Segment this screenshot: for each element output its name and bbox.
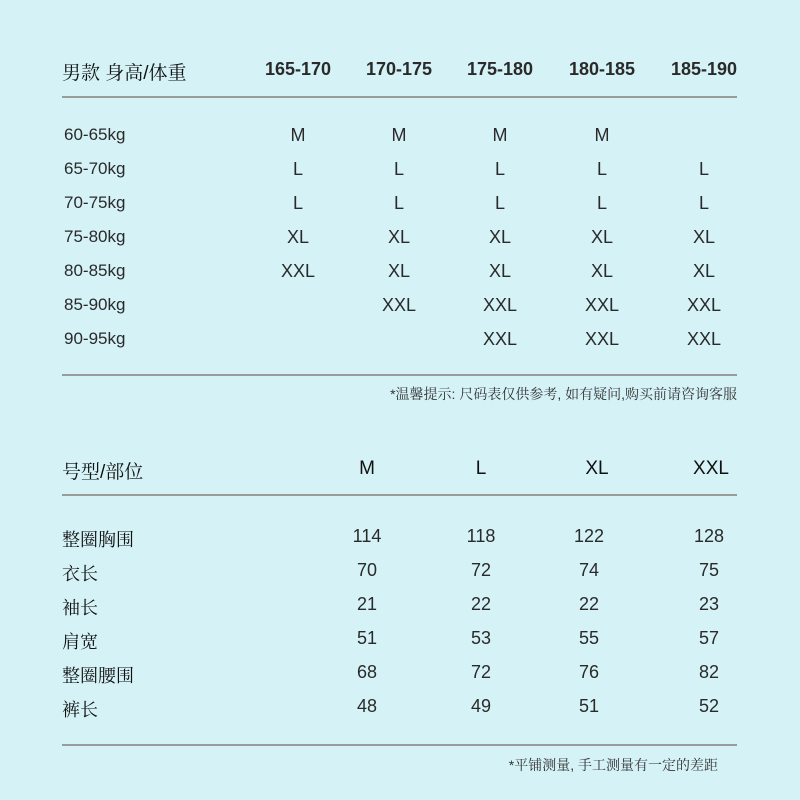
header-divider (62, 96, 737, 98)
weight-row-label: 60-65kg (64, 125, 126, 144)
measurement-row-label: 肩宽 (62, 632, 98, 652)
size-cell: XXL (381, 295, 417, 315)
weight-row-label: 75-80kg (64, 227, 126, 246)
size-cell: XL (387, 227, 411, 247)
measurement-cell: 76 (578, 662, 600, 682)
measurement-cell: 21 (356, 594, 378, 614)
size-cell: L (393, 159, 404, 179)
measurement-cell: 118 (466, 526, 496, 546)
measurement-cell: 122 (573, 526, 605, 546)
height-column-header: 175-180 (466, 59, 534, 79)
size-cell: XXL (584, 295, 620, 315)
measurement-cell: 51 (356, 628, 378, 648)
table2-note: *平铺测量, 手工测量有一定的差距 (508, 757, 718, 773)
weight-row-label: 90-95kg (64, 329, 126, 348)
height-column-header: 170-175 (365, 59, 433, 79)
table1-bottom-divider (62, 374, 737, 376)
measurement-cell: 22 (578, 594, 600, 614)
size-cell: XL (387, 261, 411, 281)
measurement-row-label: 袖长 (62, 598, 98, 618)
size-cell: L (292, 193, 303, 213)
size-cell: L (494, 193, 505, 213)
size-cell: XL (590, 227, 614, 247)
size-cell: L (494, 159, 505, 179)
size-cell: XXL (280, 261, 316, 281)
measurement-row-label: 裤长 (62, 700, 98, 720)
size-column-header: XXL (693, 458, 729, 479)
size-column-header: XL (585, 458, 609, 479)
size-cell: XL (286, 227, 310, 247)
measurement-cell: 51 (578, 696, 600, 716)
measurement-cell: 70 (356, 560, 378, 580)
size-cell: L (393, 193, 404, 213)
measurement-cell: 75 (698, 560, 720, 580)
measurement-row-label: 衣长 (62, 564, 98, 584)
measurement-cell: 22 (470, 594, 492, 614)
measurement-cell: 57 (698, 628, 720, 648)
table2-corner-label: 号型/部位 (62, 462, 144, 483)
weight-row-label: 65-70kg (64, 159, 126, 178)
size-cell: XL (692, 261, 716, 281)
height-column-header: 185-190 (670, 59, 738, 79)
size-column-header: M (359, 458, 375, 479)
table1-corner-label: 男款 身高/体重 (62, 63, 187, 84)
measurement-row-label: 整圈腰围 (62, 666, 134, 686)
size-cell: XXL (686, 295, 722, 315)
size-cell: L (698, 159, 709, 179)
size-cell: L (698, 193, 709, 213)
size-cell: M (391, 125, 407, 145)
measurement-cell: 72 (470, 662, 492, 682)
measurement-cell: 49 (470, 696, 492, 716)
header-divider (62, 494, 737, 496)
size-cell: L (596, 159, 607, 179)
weight-row-label: 80-85kg (64, 261, 126, 280)
measurement-cell: 68 (356, 662, 378, 682)
measurement-cell: 82 (698, 662, 720, 682)
size-cell: M (290, 125, 306, 145)
measurement-cell: 23 (698, 594, 720, 614)
size-cell: L (596, 193, 607, 213)
table2-bottom-divider (62, 744, 737, 746)
size-cell: M (492, 125, 508, 145)
size-cell: XL (692, 227, 716, 247)
height-column-header: 180-185 (568, 59, 636, 79)
size-cell: XL (488, 261, 512, 281)
size-cell: XXL (686, 329, 722, 349)
measurement-row-label: 整圈胸围 (62, 530, 134, 550)
size-cell: XXL (584, 329, 620, 349)
weight-row-label: 70-75kg (64, 193, 126, 212)
size-cell: M (594, 125, 610, 145)
size-cell: XL (488, 227, 512, 247)
height-column-header: 165-170 (264, 59, 332, 79)
measurement-cell: 128 (693, 526, 725, 546)
table1-note: *温馨提示: 尺码表仅供参考, 如有疑问,购买前请咨询客服 (390, 386, 737, 402)
size-cell: XL (590, 261, 614, 281)
size-column-header: L (475, 458, 487, 479)
measurement-cell: 72 (470, 560, 492, 580)
size-cell: XXL (482, 295, 518, 315)
measurement-cell: 114 (352, 526, 382, 546)
size-cell: L (292, 159, 303, 179)
measurement-cell: 55 (578, 628, 600, 648)
measurement-cell: 74 (578, 560, 600, 580)
measurement-cell: 48 (356, 696, 378, 716)
size-cell: XXL (482, 329, 518, 349)
weight-row-label: 85-90kg (64, 295, 126, 314)
measurement-cell: 53 (470, 628, 492, 648)
measurement-cell: 52 (698, 696, 720, 716)
